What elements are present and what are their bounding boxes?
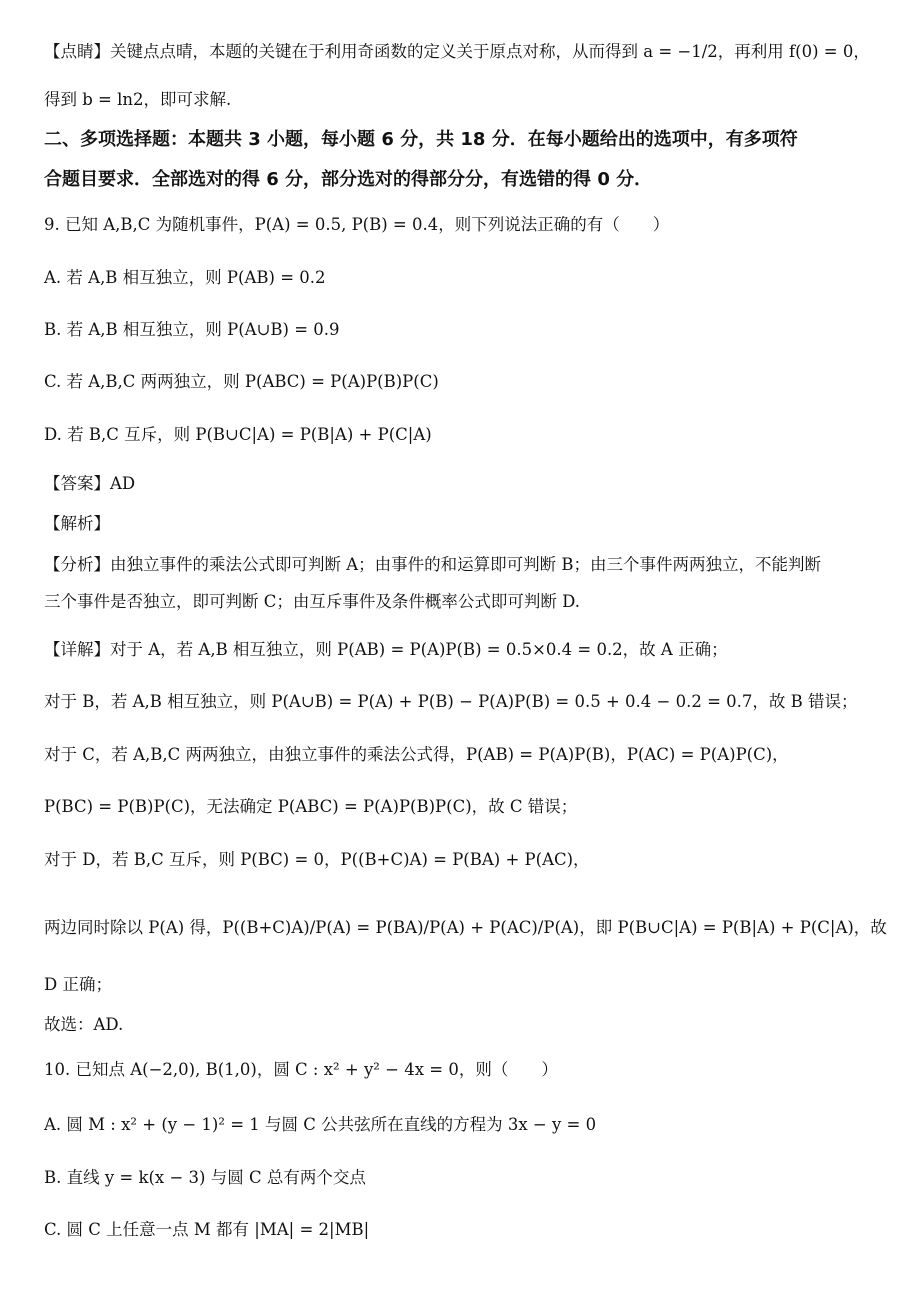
text-line: 得到 b = ln2，即可求解. xyxy=(44,90,232,109)
text-line: A. 若 A,B 相互独立，则 P(AB) = 0.2 xyxy=(44,268,326,287)
text-line: 对于 D，若 B,C 互斥，则 P(BC) = 0，P((B+C)A) = P(BA) + P(AC)， xyxy=(44,850,590,869)
text-line: 三个事件是否独立，即可判断 C；由互斥事件及条件概率公式即可判断 D. xyxy=(44,592,581,611)
text-line: 9. 已知 A,B,C 为随机事件，P(A) = 0.5, P(B) = 0.4，则下列说法正确的有（ ） xyxy=(44,215,670,234)
text-line: 对于 C，若 A,B,C 两两独立，由独立事件的乘法公式得，P(AB) = P(A)P(B)，P(AC) = P(A)P(C)， xyxy=(44,745,789,764)
text-line: 【答案】AD xyxy=(44,474,136,493)
text-line: A. 圆 M : x² + (y − 1)² = 1 与圆 C 公共弦所在直线的方程为 3x − y = 0 xyxy=(44,1115,597,1134)
text-line: D. 若 B,C 互斥，则 P(B∪C|A) = P(B|A) + P(C|A) xyxy=(44,425,432,444)
text-line: C. 圆 C 上任意一点 M 都有 |MA| = 2|MB| xyxy=(44,1220,370,1239)
text-line: 二、多项选择题：本题共 3 小题，每小题 6 分，共 18 分．在每小题给出的选项中，有多项符 xyxy=(44,129,798,150)
text-line: 合题目要求．全部选对的得 6 分，部分选对的得部分分，有选错的得 0 分． xyxy=(44,169,653,190)
text-line: D 正确； xyxy=(44,975,112,994)
text-line: 两边同时除以 P(A) 得，P((B+C)A)/P(A) = P(BA)/P(A) + P(AC)/P(A)，即 P(B∪C|A) = P(B|A) + P(C|A)，故 xyxy=(44,918,887,937)
text-line: P(BC) = P(B)P(C)，无法确定 P(ABC) = P(A)P(B)P(C)，故 C 错误； xyxy=(44,797,578,816)
text-line: 10. 已知点 A(−2,0), B(1,0)，圆 C : x² + y² − 4x = 0，则（ ） xyxy=(44,1060,558,1079)
text-line: 【解析】 xyxy=(44,514,110,533)
text-line: B. 若 A,B 相互独立，则 P(A∪B) = 0.9 xyxy=(44,320,340,339)
text-line: C. 若 A,B,C 两两独立，则 P(ABC) = P(A)P(B)P(C) xyxy=(44,372,439,391)
text-line: 【详解】对于 A，若 A,B 相互独立，则 P(AB) = P(A)P(B) = 0.5×0.4 = 0.2，故 A 正确； xyxy=(44,640,728,659)
text-line: 【点睛】关键点点晴，本题的关键在于利用奇函数的定义关于原点对称，从而得到 a = −1/2，再利用 f(0) = 0， xyxy=(44,42,870,61)
text-line: 对于 B，若 A,B 相互独立，则 P(A∪B) = P(A) + P(B) − P(A)P(B) = 0.5 + 0.4 − 0.2 = 0.7，故 B 错误； xyxy=(44,692,858,711)
text-line: 【分析】由独立事件的乘法公式即可判断 A；由事件的和运算即可判断 B；由三个事件两两独立，不能判断 xyxy=(44,555,822,574)
text-line: 故选：AD. xyxy=(44,1015,124,1034)
text-line: B. 直线 y = k(x − 3) 与圆 C 总有两个交点 xyxy=(44,1168,366,1187)
